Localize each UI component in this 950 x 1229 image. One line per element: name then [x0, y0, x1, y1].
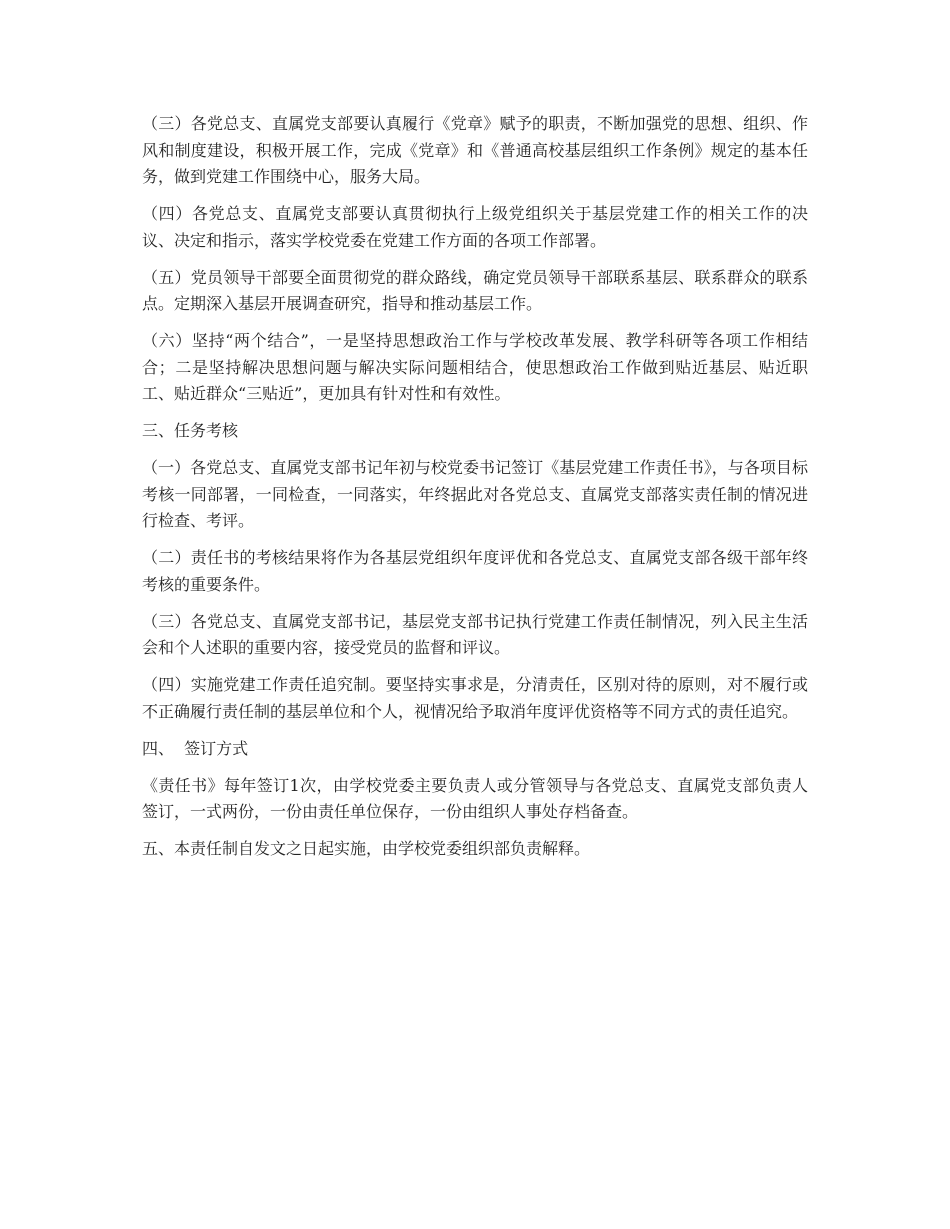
clause-3-4: （四）实施党建工作责任追究制。要坚持实事求是，分清责任，区别对待的原则，对不履行或不正确履行责任制的基层单位和个人，视情况给予取消年度评优资格等不同方式的责任追究。: [142, 675, 808, 721]
clause-3-2-6: （六）坚持“两个结合”，一是坚持思想政治工作与学校改革发展、教学科研等各项工作相结合；二是坚持解决思想问题与解决实际问题相结合，使思想政治工作做到贴近基层、贴近职工、贴近群众“三贴近”，更加具有针对性和有效性。: [142, 331, 808, 403]
section-heading-task-assessment: 三、任务考核: [142, 421, 239, 440]
clause-3-2-3: （三）各党总支、直属党支部要认真履行《党章》赋予的职责，不断加强党的思想、组织、作风和制度建设，积极开展工作，完成《党章》和《普通高校基层组织工作条例》规定的基本任务，做到党建工作围绕中心，服务大局。: [142, 114, 808, 186]
clause-3-1: （一）各党总支、直属党支部书记年初与校党委书记签订《基层党建工作责任书》，与各项目标考核一同部署，一同检查，一同落实，年终据此对各党总支、直属党支部落实责任制的情况进行检查、考评。: [142, 458, 808, 530]
clause-3-3: （三）各党总支、直属党支部书记，基层党支部书记执行党建工作责任制情况，列入民主生活会和个人述职的重要内容，接受党员的监督和评议。: [142, 611, 808, 657]
section-5-effective-clause: 五、本责任制自发文之日起实施，由学校党委组织部负责解释。: [142, 839, 591, 858]
clause-3-2-4: （四）各党总支、直属党支部要认真贯彻执行上级党组织关于基层党建工作的相关工作的决议、决定和指示，落实学校党委在党建工作方面的各项工作部署。: [142, 204, 808, 250]
signing-method-text: 《责任书》每年签订1次，由学校党委主要负责人或分管领导与各党总支、直属党支部负责人签订，一式两份，一份由责任单位保存，一份由组织人事处存档备查。: [142, 775, 808, 821]
clause-3-2: （二）责任书的考核结果将作为各基层党组织年度评优和各党总支、直属党支部各级干部年终考核的重要条件。: [142, 548, 808, 594]
document-body: [142, 111, 808, 873]
clause-3-2-5: （五）党员领导干部要全面贯彻党的群众路线，确定党员领导干部联系基层、联系群众的联系点。定期深入基层开展调查研究，指导和推动基层工作。: [142, 267, 808, 313]
section-heading-signing-method: 四、 签订方式: [142, 738, 249, 758]
